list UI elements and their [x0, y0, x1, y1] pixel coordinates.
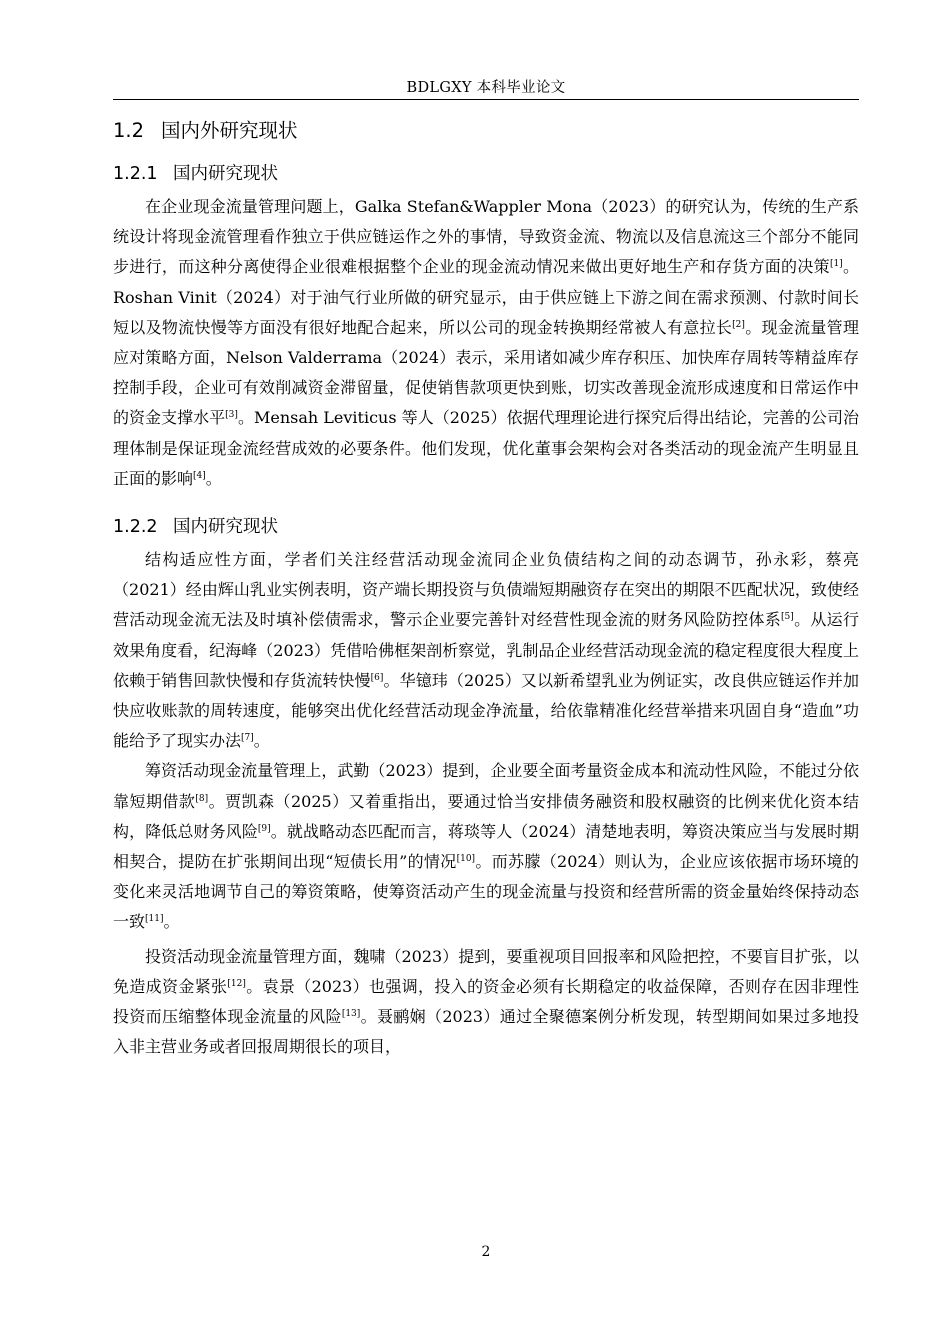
body-paragraph — [113, 192, 859, 494]
paragraph-text: 筹资活动现金流量管理上，武勤（2023）提到，企业要全面考量资金成本和流动性风险，不能过分依靠短期借款 — [113, 761, 859, 811]
body-paragraph — [113, 942, 859, 1063]
paragraph-text: 。现金流量管理应对策略方面，Nelson Valderrama（2024）表示，采用诸如减少库存积压、加快库存周转等精益库存控制手段，企业可有效削减资金滞留量，促使销售款项更快到账，切实改善现金流形成速度和日常运作中的资金支撑水平 — [113, 317, 859, 428]
citation-marker: [3] — [225, 410, 238, 421]
body-paragraph — [113, 756, 859, 937]
citation-marker: [1] — [829, 259, 843, 270]
citation-marker: [6] — [370, 672, 384, 683]
citation-marker: [13] — [341, 1009, 361, 1020]
paragraph-text: 。华镱玮（2025）又以新希望乳业为例证实，改良供应链运作并加快应收账款的周转速度，能够突出优化经营活动现金净流量，给依靠精准化经营举措来巩固自身“造血”功能给予了现实办法 — [113, 670, 859, 751]
citation-marker: [5] — [781, 612, 794, 623]
body-paragraph — [113, 545, 859, 756]
subsection-heading — [113, 159, 859, 189]
section-title: 国内外研究现状 — [161, 119, 298, 142]
document-body — [113, 116, 859, 1062]
citation-marker: [2] — [732, 319, 745, 330]
subsection-number: 1.2.2 — [113, 517, 158, 538]
citation-marker: [7] — [241, 733, 254, 744]
paragraph-text: 。从运行效果角度看，纪海峰（2023）凭借哈佛框架剖析察觉，乳制品企业经营活动现金流的稳定程度很大程度上依赖于销售回款快慢和存货流转快慢 — [113, 610, 859, 690]
section-heading — [113, 116, 859, 146]
paragraph-text: 。Roshan Vinit（2024）对于油气行业所做的研究显示，由于供应链上下游之间在需求预测、付款时间长短以及物流快慢等方面没有很好地配合起来，所以公司的现金转换期经常被人有意拉长 — [113, 257, 859, 337]
paragraph-text: 。袁景（2023）也强调，投入的资金必须有长期稳定的收益保障，否则存在因非理性投资而压缩整体现金流量的风险 — [113, 976, 859, 1027]
subsection-title: 国内研究现状 — [173, 164, 278, 184]
header-rule — [113, 99, 859, 100]
paragraph-text: 。 — [253, 731, 270, 751]
paragraph-text: 。就战略动态匹配而言，蒋琰等人（2024）清楚地表明，筹资决策应当与发展时期相契合，提防在扩张期间出现“短债长用”的情况 — [113, 821, 859, 872]
paragraph-text: 结构适应性方面，学者们关注经营活动现金流同企业负债结构之间的动态调节，孙永彩，蔡亮（2021）经由辉山乳业实例表明，资产端长期投资与负债端短期融资存在突出的期限不匹配状况，致使经营活动现金流无法及时填补偿债需求，警示企业要完善针对经营性现金流的财务风险防控体系 — [113, 550, 859, 630]
subsection-title: 国内研究现状 — [173, 517, 278, 538]
paragraph-text: 在企业现金流量管理问题上，Galka Stefan&Wappler Mona（2023）的研究认为，传统的生产系统设计将现金流管理看作独立于供应链运作之外的事情，导致资金流、物流以及信息流这三个部分不能同步进行，而这种分离使得企业很难根据整个企业的现金流动情况来做出更好地生产和存货方面的决策 — [113, 197, 859, 277]
paragraph-text: 。 — [163, 912, 180, 932]
paragraph-text: 。聂鹂娴（2023）通过全聚德案例分析发现，转型期间如果过多地投入非主营业务或者回报周期很长的项目， — [113, 1007, 859, 1057]
running-header: BDLGXY 本科毕业论文 — [406, 80, 566, 96]
paragraph-text: 。Mensah Leviticus 等人（2025）依据代理理论进行探究后得出结论，完善的公司治理体制是保证现金流经营成效的必要条件。他们发现，优化董事会架构会对各类活动的现金流产生明显且正面的影响 — [113, 408, 859, 488]
subsection-number: 1.2.1 — [113, 164, 158, 184]
citation-marker: [4] — [193, 470, 206, 481]
citation-marker: [11] — [145, 914, 164, 925]
citation-marker: [9] — [257, 823, 271, 834]
subsection-heading — [113, 512, 859, 542]
paragraph-text: 。 — [205, 468, 222, 488]
page-number: 2 — [481, 1244, 491, 1260]
paragraph-text: 投资活动现金流量管理方面，魏啸（2023）提到，要重视项目回报率和风险把控，不要盲目扩张，以免造成资金紧张 — [113, 946, 859, 996]
paragraph-text: 。而苏朦（2024）则认为，企业应该依据市场环境的变化来灵活地调节自己的筹资策略，使筹资活动产生的现金流量与投资和经营所需的资金量始终保持动态一致 — [113, 852, 859, 932]
citation-marker: [12] — [227, 978, 246, 989]
section-number: 1.2 — [113, 119, 145, 142]
paragraph-text: 。贾凯森（2025）又着重指出，要通过恰当安排债务融资和股权融资的比例来优化资本结构，降低总财务风险 — [113, 791, 859, 841]
citation-marker: [8] — [195, 793, 209, 804]
citation-marker: [10] — [456, 854, 476, 865]
